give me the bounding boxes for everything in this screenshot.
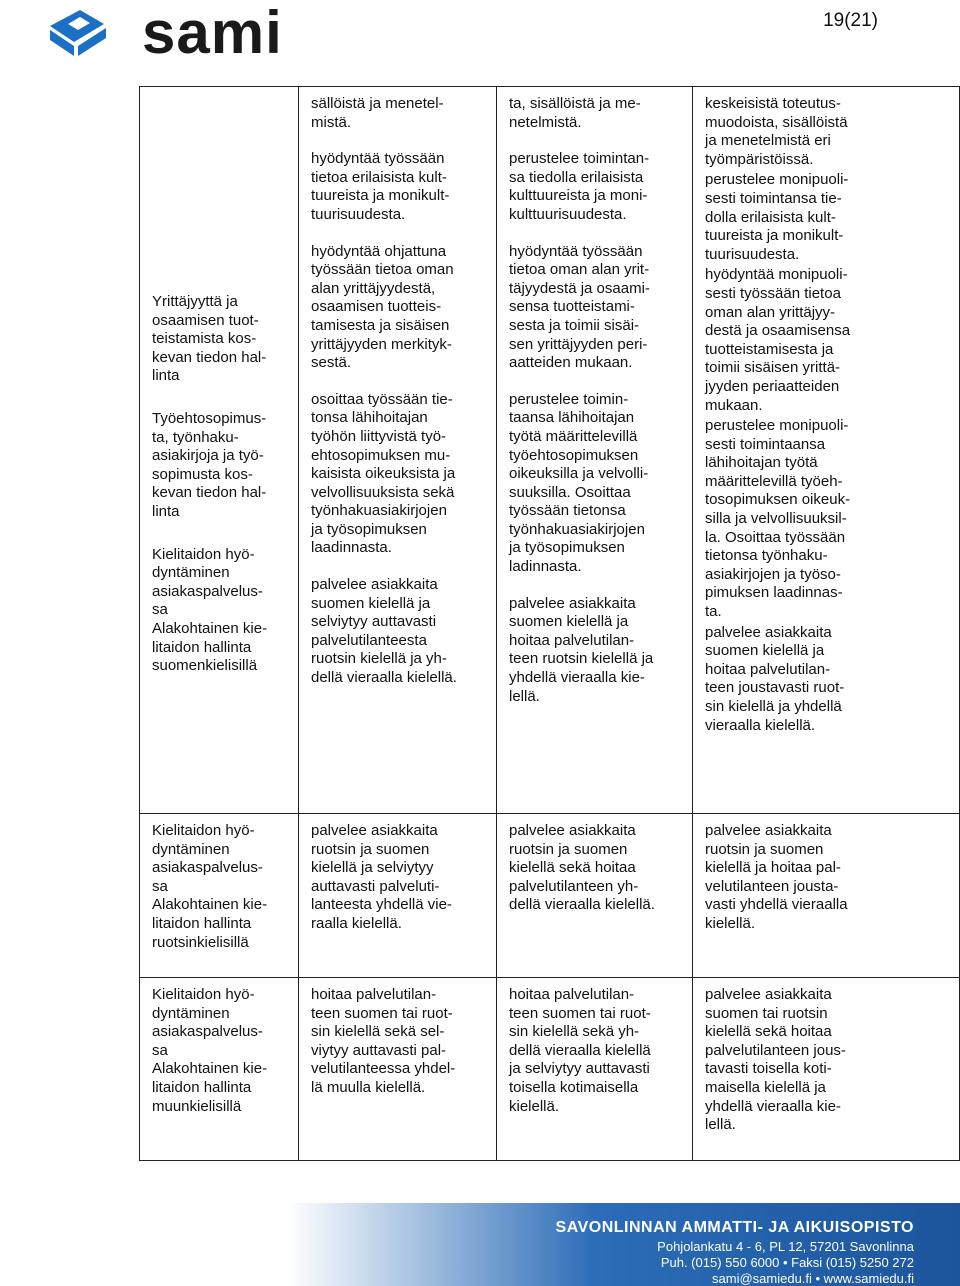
logo-wordmark: sami [142, 0, 283, 66]
criteria-text: palvelee asiakkaita ruotsin ja suomen kielellä ja selviytyy auttavasti palveluti- lanteesta yhdellä vie- raalla kielellä. [311, 822, 452, 932]
footer-web-link[interactable]: sami@samiedu.fi • www.samiedu.fi [712, 1271, 914, 1286]
level-2-cell [497, 814, 693, 978]
criteria-text: hoitaa palvelutilan- teen suomen tai ruot- sin kielellä sekä yh- dellä vieraalla kielellä ja selviytyy auttavasti toisella kotimaisella kielellä. [509, 986, 651, 1115]
competence-text [152, 95, 288, 269]
criteria-text: perustelee monipuoli- sesti toimintaansa lähihoitajan työtä määrittelevillä työeh- tosopimuksen oikeuk- silla ja velvollisuuksil- la. Osoittaa työssään tietonsa työnhaku- asiakirjojen ja työso- pimuksen laadinnas- ta. [705, 417, 851, 621]
page-number: 19(21) [823, 10, 878, 31]
criteria-text: ta, sisällöistä ja me- netelmistä. [509, 95, 641, 131]
criteria-text: palvelee asiakkaita suomen kielellä ja hoitaa palvelutilan- teen joustavasti ruot- sin kielellä ja yhdellä vieraalla kielellä. [705, 623, 845, 734]
footer-address: Pohjolankatu 4 - 6, PL 12, 57201 Savonlinna [657, 1239, 914, 1254]
criteria-text: hyödyntää työssään tietoa oman alan yrit- täjyydestä ja osaami- sensa tuotteistami- sesta ja toimii sisäi- sen yrittäjyyden peri- aatteiden mukaan. [509, 242, 650, 372]
level-1-cell [299, 87, 497, 814]
table-row [140, 814, 960, 978]
criteria-text: palvelee asiakkaita ruotsin ja suomen kielellä sekä hoitaa palvelutilanteen yh- dellä vieraalla kielellä. [509, 822, 655, 914]
competence-text: Työehtosopimus- ta, työnhaku- asiakirjoja ja työ- sopimusta kos- kevan tiedon hal- linta [152, 409, 267, 520]
criteria-text: palvelee asiakkaita ruotsin ja suomen kielellä ja hoitaa pal- velutilanteen jousta- vasti yhdellä vieraalla kielellä. [705, 822, 848, 932]
criteria-text: sällöistä ja menetel- mistä. [311, 95, 444, 131]
table-row [140, 87, 960, 814]
criteria-text: palvelee asiakkaita suomen kielellä ja hoitaa palvelutilan- teen ruotsin kielellä ja yhdellä vieraalla kie- lellä. [509, 594, 654, 705]
criteria-text: osoittaa työssään tie- tonsa lähihoitajan työhön liittyvistä työ- ehtosopimuksen mu- kaisista oikeuksista ja velvollisuuksista sekä työnhakuasiakirjojen ja työsopimuksen laadinnasta. [311, 390, 456, 557]
competence-cell [140, 978, 299, 1161]
competence-cell [140, 87, 299, 814]
criteria-text: hyödyntää ohjattuna työssään tietoa oman alan yrittäjyydestä, osaamisen tuotteis- tamisesta ja sisäisen yrittäjyyden merkityk- sestä. [311, 242, 454, 372]
criteria-text: hyödyntää työssään tietoa erilaisista kult- tuureista ja monikult- tuurisuudesta. [311, 150, 450, 223]
competence-text: Yrittäjyyttä ja osaamisen tuot- teistamista kos- kevan tiedon hal- linta [152, 293, 267, 385]
level-3-cell [693, 814, 960, 978]
criteria-text: hyödyntää monipuoli- sesti työssään tietoa oman alan yrittäjyy- destä ja osaamisensa tuotteistamisesta ja toimii sisäisen yrittä- jyyden periaatteiden mukaan. [705, 266, 851, 414]
level-2-cell [497, 978, 693, 1161]
competence-cell [140, 814, 299, 978]
footer-org-name: SAVONLINNAN AMMATTI- JA AIKUISOPISTO [555, 1219, 914, 1236]
criteria-text: palvelee asiakkaita suomen tai ruotsin kielellä sekä hoitaa palvelutilanteen jous- tavasti toisella koti- maisella kielellä ja yhdellä vieraalla kie- lellä. [705, 986, 846, 1134]
criteria-text: palvelee asiakkaita suomen kielellä ja selviytyy auttavasti palvelutilanteesta ruotsin kielellä ja yh- dellä vieraalla kielellä. [311, 576, 457, 687]
footer-phone: Puh. (015) 550 6000 • Faksi (015) 5250 272 [660, 1255, 914, 1270]
criteria-text: perustelee monipuoli- sesti toimintansa tie- dolla erilaisista kult- tuureista ja monikult- tuurisuudesta. [705, 171, 849, 263]
criteria-text: keskeisistä toteutus- muodoista, sisällöistä ja menetelmistä eri työmpäristöissä. [705, 95, 848, 168]
level-2-cell [497, 87, 693, 814]
level-1-cell [299, 814, 497, 978]
criteria-text: perustelee toimin- taansa lähihoitajan työtä määrittelevillä työehtosopimuksen oikeuksilla ja velvolli- suuksilla. Osoittaa työssään tietonsa työnhakuasiakirjojen ja työsopimuksen ladinnasta. [509, 390, 649, 576]
criteria-text: hoitaa palvelutilan- teen suomen tai ruot- sin kielellä sekä sel- viytyy auttavasti pal- velutilanteessa yhdel- lä muulla kielellä. [311, 986, 456, 1096]
level-3-cell [693, 978, 960, 1161]
sami-logo-mark [46, 6, 136, 60]
assessment-table [139, 86, 960, 1161]
criteria-text: perustelee toimintan- sa tiedolla erilaisista kulttuureista ja moni- kulttuurisuudesta. [509, 150, 650, 223]
sami-logo [46, 0, 283, 66]
competence-text: Kielitaidon hyö- dyntäminen asiakaspalvelus- sa Alakohtainen kie- litaidon hallinta muunkielisillä [152, 986, 268, 1115]
footer-banner [0, 1203, 960, 1286]
table-row [140, 978, 960, 1161]
level-1-cell [299, 978, 497, 1161]
level-3-cell [693, 87, 960, 814]
competence-text: Kielitaidon hyö- dyntäminen asiakaspalvelus- sa Alakohtainen kie- litaidon hallinta suomenkielisillä [152, 545, 268, 675]
competence-text: Kielitaidon hyö- dyntäminen asiakaspalvelus- sa Alakohtainen kie- litaidon hallinta ruotsinkielisillä [152, 822, 268, 951]
